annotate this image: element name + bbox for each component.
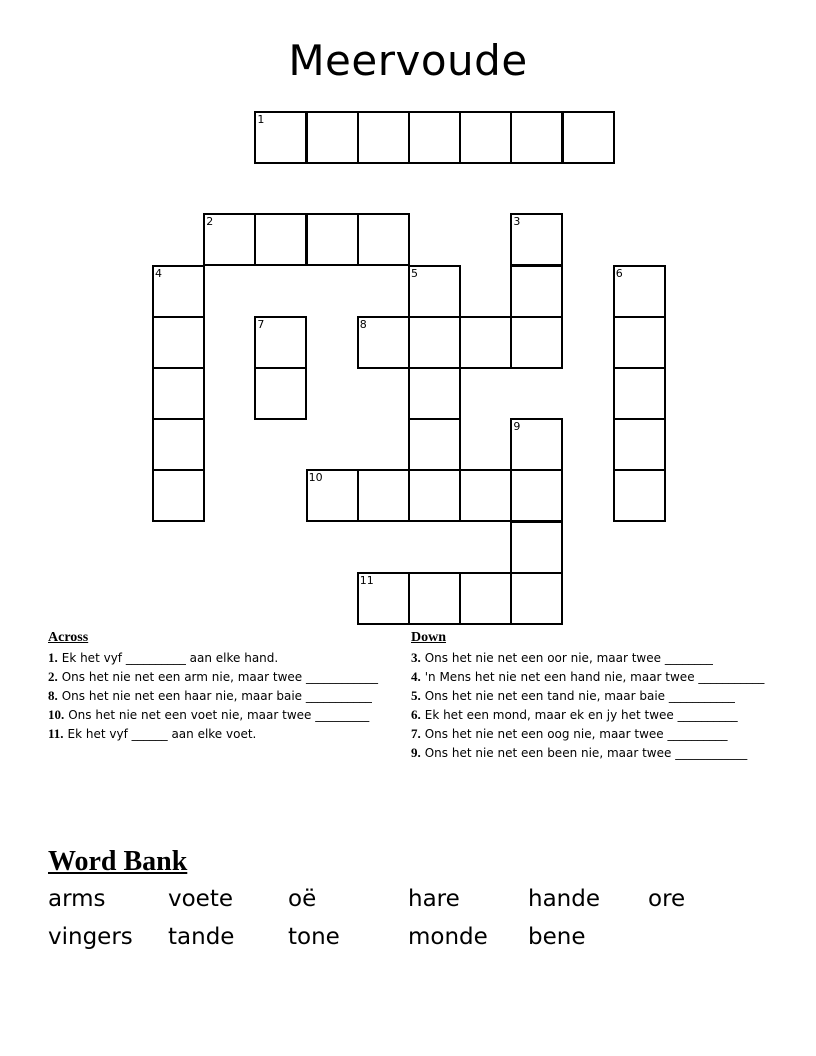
crossword-cell[interactable] bbox=[152, 316, 205, 369]
crossword-cell[interactable] bbox=[408, 265, 461, 318]
crossword-cell[interactable] bbox=[510, 521, 563, 574]
clue-number: 6. bbox=[411, 707, 421, 722]
clue-number-label: 10 bbox=[308, 471, 323, 485]
clue-number-label: 11 bbox=[359, 573, 374, 587]
crossword-cell[interactable] bbox=[254, 213, 307, 266]
clue-number: 4. bbox=[411, 669, 421, 684]
crossword-cell[interactable] bbox=[613, 469, 666, 522]
clue-number-label: 7 bbox=[257, 317, 265, 331]
page-title: Meervoude bbox=[288, 36, 528, 85]
clue-number: 1. bbox=[48, 650, 58, 665]
word-bank-item: vingers bbox=[48, 924, 133, 950]
word-bank-item: tone bbox=[288, 924, 340, 950]
clue-text: Ek het vyf ______ aan elke voet. bbox=[67, 727, 257, 741]
clue-down-3 bbox=[411, 650, 771, 666]
crossword-cell[interactable] bbox=[152, 418, 205, 471]
down-clues bbox=[411, 629, 771, 761]
crossword-cell[interactable] bbox=[510, 265, 563, 318]
clue-text: Ons het nie net een voet nie, maar twee _________ bbox=[68, 708, 370, 722]
clue-down-4 bbox=[411, 669, 771, 685]
crossword-cell[interactable] bbox=[203, 213, 256, 266]
clue-down-9 bbox=[411, 745, 771, 761]
crossword-cell[interactable] bbox=[613, 418, 666, 471]
clue-number: 9. bbox=[411, 745, 421, 760]
clue-text: Ons het nie net een been nie, maar twee ____________ bbox=[424, 746, 748, 760]
clue-text: Ek het een mond, maar ek en jy het twee __________ bbox=[424, 708, 738, 722]
clue-number: 3. bbox=[411, 650, 421, 665]
crossword-cell[interactable] bbox=[357, 316, 410, 369]
clue-number: 8. bbox=[48, 688, 58, 703]
clue-number: 5. bbox=[411, 688, 421, 703]
word-bank-title: Word Bank bbox=[48, 846, 188, 877]
clue-across-11 bbox=[48, 726, 398, 742]
clue-text: Ons het nie net een oog nie, maar twee __________ bbox=[424, 727, 728, 741]
crossword-cell[interactable] bbox=[459, 111, 512, 164]
crossword-cell[interactable] bbox=[152, 469, 205, 522]
clue-number-label: 3 bbox=[513, 215, 521, 229]
crossword-cell[interactable] bbox=[152, 367, 205, 420]
crossword-cell[interactable] bbox=[408, 418, 461, 471]
crossword-cell[interactable] bbox=[510, 316, 563, 369]
crossword-cell[interactable] bbox=[408, 316, 461, 369]
crossword-cell[interactable] bbox=[408, 367, 461, 420]
clue-number-label: 2 bbox=[206, 215, 214, 229]
crossword-cell[interactable] bbox=[254, 111, 307, 164]
crossword-cell[interactable] bbox=[254, 316, 307, 369]
word-bank-item: hande bbox=[528, 886, 600, 912]
clue-number: 7. bbox=[411, 726, 421, 741]
word-bank-item: ore bbox=[648, 886, 686, 912]
word-bank-item: voete bbox=[168, 886, 234, 912]
clue-down-7 bbox=[411, 726, 771, 742]
clue-number: 10. bbox=[48, 707, 65, 722]
crossword-cell[interactable] bbox=[254, 367, 307, 420]
clue-number-label: 9 bbox=[513, 420, 521, 434]
across-heading: Across bbox=[48, 630, 89, 645]
clue-text: 'n Mens het nie net een hand nie, maar twee ___________ bbox=[424, 670, 765, 684]
crossword-cell[interactable] bbox=[152, 265, 205, 318]
crossword-cell[interactable] bbox=[306, 111, 359, 164]
clue-text: Ons het nie net een oor nie, maar twee ________ bbox=[424, 651, 713, 665]
clue-text: Ons het nie net een arm nie, maar twee ____________ bbox=[61, 670, 378, 684]
crossword-cell[interactable] bbox=[510, 418, 563, 471]
crossword-cell[interactable] bbox=[306, 213, 359, 266]
crossword-cell[interactable] bbox=[408, 469, 461, 522]
word-bank-item: arms bbox=[48, 886, 106, 912]
clue-number-label: 6 bbox=[615, 266, 623, 280]
word-bank-item: monde bbox=[408, 924, 488, 950]
clue-number-label: 4 bbox=[155, 266, 162, 280]
crossword-cell[interactable] bbox=[562, 111, 615, 164]
crossword-cell[interactable] bbox=[510, 111, 563, 164]
crossword-cell[interactable] bbox=[408, 111, 461, 164]
clue-across-8 bbox=[48, 688, 398, 704]
down-heading: Down bbox=[411, 630, 447, 645]
clue-text: Ons het nie net een tand nie, maar baie ___________ bbox=[424, 689, 735, 703]
clue-number: 11. bbox=[48, 726, 64, 741]
crossword-cell[interactable] bbox=[613, 316, 666, 369]
crossword-cell[interactable] bbox=[510, 469, 563, 522]
crossword-cell[interactable] bbox=[613, 367, 666, 420]
word-bank-item: oë bbox=[288, 886, 317, 912]
crossword-cell[interactable] bbox=[613, 265, 666, 318]
clue-number-label: 8 bbox=[359, 317, 367, 331]
crossword-cell[interactable] bbox=[357, 469, 410, 522]
crossword-cell[interactable] bbox=[357, 111, 410, 164]
clue-down-6 bbox=[411, 707, 771, 723]
across-clues bbox=[48, 629, 398, 742]
clue-number-label: 1 bbox=[257, 113, 265, 126]
crossword-cell[interactable] bbox=[357, 213, 410, 266]
crossword-cell[interactable] bbox=[459, 316, 512, 369]
crossword-cell[interactable] bbox=[408, 572, 461, 625]
word-bank-item: hare bbox=[408, 886, 460, 912]
clue-number-label: 5 bbox=[411, 266, 418, 280]
clue-text: Ons het nie net een haar nie, maar baie ___________ bbox=[61, 689, 372, 703]
crossword-cell[interactable] bbox=[306, 469, 359, 522]
crossword-cell[interactable] bbox=[357, 572, 410, 625]
crossword-cell[interactable] bbox=[459, 469, 512, 522]
clue-across-2 bbox=[48, 669, 398, 685]
clue-across-10 bbox=[48, 707, 398, 723]
crossword-cell[interactable] bbox=[459, 572, 512, 625]
clue-across-1 bbox=[48, 650, 398, 666]
crossword-cell[interactable] bbox=[510, 213, 563, 266]
clue-down-5 bbox=[411, 688, 771, 704]
word-bank-item: bene bbox=[528, 924, 586, 950]
crossword-cell[interactable] bbox=[510, 572, 563, 625]
clue-text: Ek het vyf __________ aan elke hand. bbox=[61, 651, 279, 665]
word-bank-item: tande bbox=[168, 924, 235, 950]
clue-number: 2. bbox=[48, 669, 58, 684]
